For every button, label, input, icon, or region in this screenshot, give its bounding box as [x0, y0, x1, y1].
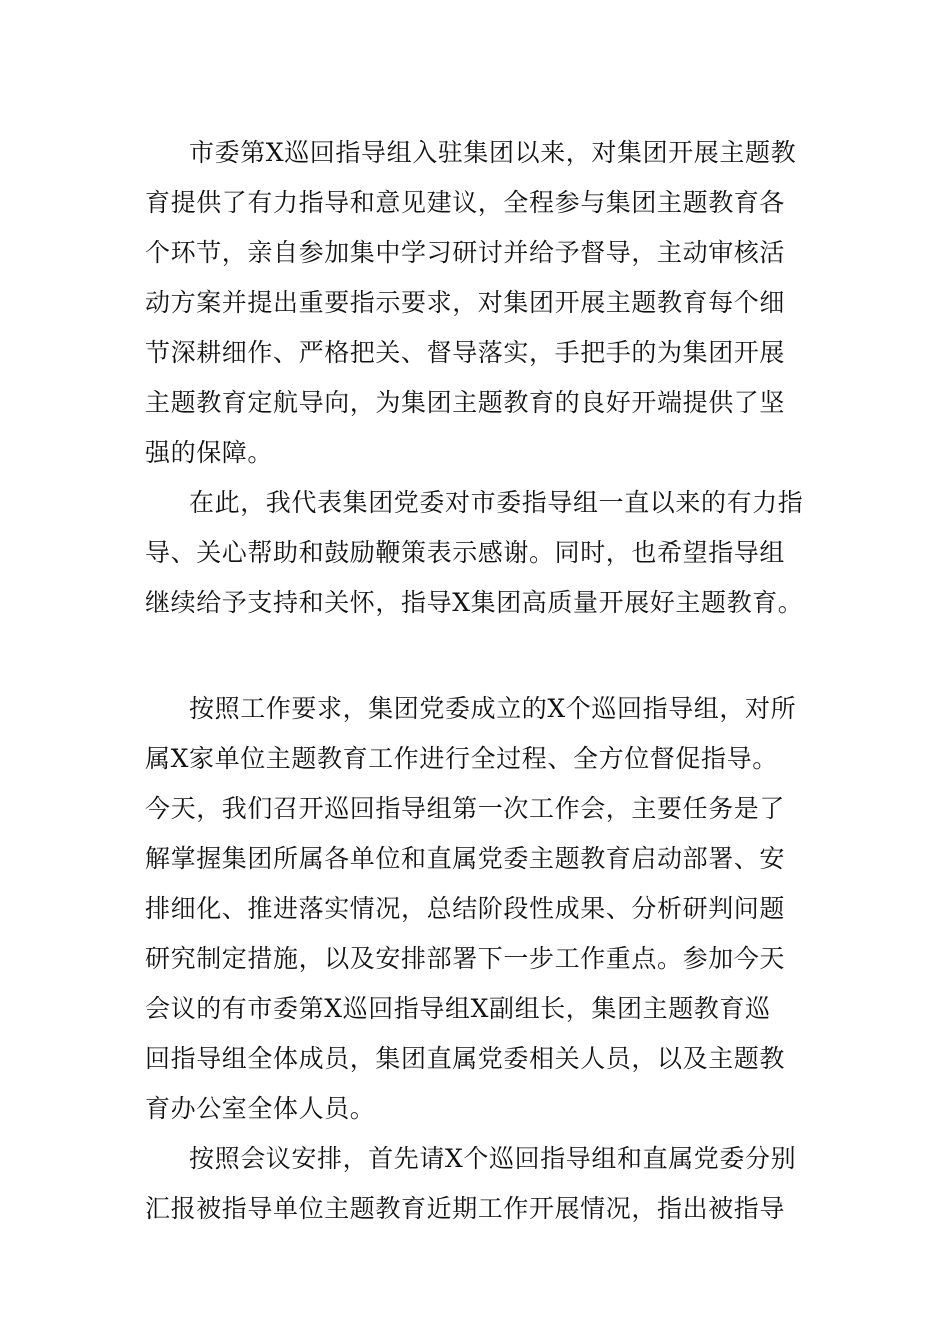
text-line: 节深耕细作、严格把关、督导落实，手把手的为集团开展	[145, 338, 786, 367]
paragraph-spacer	[145, 628, 825, 684]
text-line: 汇报被指导单位主题教育近期工作开展情况，指出被指导	[145, 1194, 786, 1223]
text-line: 会议的有市委第X巡回指导组X副组长，集团主题教育巡	[145, 994, 771, 1023]
text-line: 今天，我们召开巡回指导组第一次工作会，主要任务是了	[145, 794, 786, 823]
paragraph-2	[145, 478, 825, 628]
text-line: 按照会议安排，首先请X个巡回指导组和直属党委分别	[189, 1144, 797, 1173]
paragraph-4	[145, 1134, 825, 1234]
text-line: 属X家单位主题教育工作进行全过程、全方位督促指导。	[145, 744, 778, 773]
paragraph-1	[145, 128, 825, 478]
paragraph-3	[145, 684, 825, 1134]
text-line: 导、关心帮助和鼓励鞭策表示感谢。同时，也希望指导组	[145, 538, 786, 567]
text-line: 动方案并提出重要指示要求，对集团开展主题教育每个细	[145, 288, 786, 317]
text-line: 解掌握集团所属各单位和直属党委主题教育启动部署、安	[145, 844, 786, 873]
text-line: 回指导组全体成员，集团直属党委相关人员，以及主题教	[145, 1044, 786, 1073]
text-line: 强的保障。	[145, 438, 274, 467]
text-line: 排细化、推进落实情况，总结阶段性成果、分析研判问题	[145, 894, 786, 923]
text-line: 按照工作要求，集团党委成立的X个巡回指导组，对所	[189, 694, 797, 723]
document-body	[145, 128, 825, 1234]
text-line: 在此，我代表集团党委对市委指导组一直以来的有力指	[189, 488, 804, 517]
text-line: 市委第X巡回指导组入驻集团以来，对集团开展主题教	[189, 138, 797, 167]
text-line: 育提供了有力指导和意见建议，全程参与集团主题教育各	[145, 188, 786, 217]
text-line: 继续给予支持和关怀，指导X集团高质量开展好主题教育。	[145, 588, 804, 617]
text-line: 研究制定措施，以及安排部署下一步工作重点。参加今天	[145, 944, 786, 973]
text-line: 主题教育定航导向，为集团主题教育的良好开端提供了坚	[145, 388, 786, 417]
text-line: 个环节，亲自参加集中学习研讨并给予督导，主动审核活	[145, 238, 786, 267]
text-line: 育办公室全体人员。	[145, 1094, 376, 1123]
